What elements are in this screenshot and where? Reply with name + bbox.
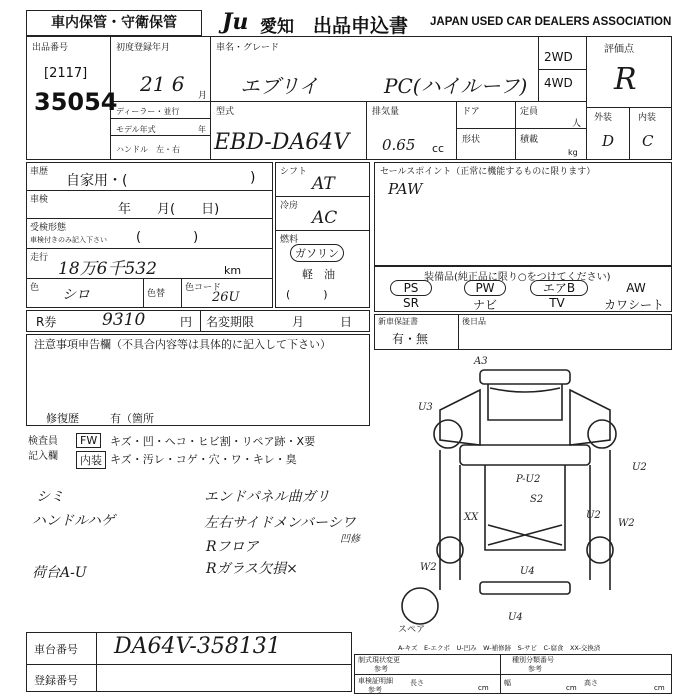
inspector-fw-items: キズ・凹・ヘコ・ヒビ割・リペア跡・X要 [110, 435, 316, 448]
drive-2wd: 2WD [544, 50, 573, 64]
inspection-label: 車検 [30, 195, 49, 205]
history-label: 車歴 [30, 167, 49, 177]
sales-point-box [374, 162, 672, 266]
fuel-diesel: 軽 油 [302, 268, 335, 281]
grade-label: 評価点 [604, 44, 634, 55]
door-label: ドア [462, 107, 480, 117]
mark-w2-right: W2 [618, 518, 635, 529]
year-unit: 年 [198, 125, 206, 134]
model-label: 型式 [216, 107, 235, 117]
chassis-value: DA64V-358131 [114, 634, 281, 659]
storage-stamp: 車内保管・守衛保管 [26, 10, 202, 36]
lot-sub-number: [2117] [44, 66, 88, 81]
note-handle-wear: ハンドルハゲ [32, 513, 116, 529]
displacement-label: 排気量 [372, 107, 400, 117]
notes-label: 注意事項申告欄（不具合内容等は具体的に記入して下さい） [34, 338, 331, 351]
equip-ps: PS [390, 280, 432, 296]
handle-label: ハンドル 左・右 [116, 145, 180, 154]
length-unit: cm [478, 684, 489, 692]
equip-pw: PW [464, 280, 506, 296]
equip-airbag: エアB [530, 280, 588, 296]
month-unit: 月 [198, 91, 208, 101]
equip-leather: カワシート [603, 298, 664, 312]
spare-label: スペア [398, 625, 426, 635]
displacement-unit: cc [432, 142, 445, 155]
inspector-int: 内装 [76, 451, 106, 469]
history-value: 自家用・( [66, 173, 128, 189]
damage-legend: A-キズ E-エクボ U-凹み W-補修跡 S-サビ C-腐食 XX-交換済 [398, 644, 601, 652]
length-label: 長さ [410, 679, 424, 687]
equipment-label: 装備品(純正品に限り○をつけてください) [424, 272, 611, 283]
car-name-label: 車名・グレード [216, 43, 280, 53]
color-value: シロ [62, 287, 90, 303]
ref-left: 参考 [374, 665, 388, 673]
mark-w2-left: W2 [420, 562, 437, 573]
mark-u4-bottom: U4 [508, 612, 523, 623]
note-rear-glass: Rガラス欠損× [206, 561, 298, 577]
equip-navi: ナビ [472, 298, 497, 312]
mark-a3: A3 [474, 356, 488, 367]
recycle-value: 9310 [102, 310, 146, 330]
logo-region: 愛知 [260, 17, 294, 37]
interior-label: 内装 [638, 113, 657, 123]
recycle-unit: 円 [180, 315, 193, 329]
grade-value: PC(ハイルーフ) [384, 74, 528, 98]
width-label: 幅 [504, 679, 511, 687]
mark-s2: S2 [530, 494, 544, 505]
fuel-label: 燃料 [280, 235, 299, 245]
note-bed: 荷台A-U [32, 565, 87, 581]
color-code-label: 色コード [185, 283, 222, 293]
logo: Ju [222, 9, 249, 35]
displacement-value: 0.65 [382, 136, 416, 154]
mileage-value: 18万6千532 [58, 259, 157, 279]
mileage-unit: km [224, 264, 242, 277]
mark-u2-rear: U2 [632, 462, 647, 473]
association-name: JAPAN USED CAR DEALERS ASSOCIATION [430, 16, 672, 28]
mark-pu2: P-U2 [516, 474, 541, 485]
mark-u2-right: U2 [586, 510, 601, 521]
load-label: 積載 [520, 135, 539, 145]
note-end-panel: エンドパネル曲ガリ [204, 489, 330, 505]
height-label: 高さ [584, 679, 598, 687]
capacity-label: 定員 [520, 107, 539, 117]
form-title: 出品申込書 [313, 15, 409, 37]
dealer-label: ディーラー・並行 [116, 107, 180, 116]
height-unit: cm [654, 684, 665, 692]
exterior-label: 外装 [594, 113, 613, 123]
cert-label: 車検証明細 [358, 677, 393, 685]
load-unit: kg [568, 148, 578, 157]
fuel-other: ( ) [286, 288, 328, 301]
note-dent-repair: 凹修 [340, 534, 360, 545]
later-date-label: 後日品 [462, 317, 486, 326]
sales-point-value: PAW [388, 180, 423, 198]
note-rear-floor: Rフロア [206, 539, 259, 555]
shape-label: 形状 [462, 135, 481, 145]
class-label: 種別分類番号 [512, 656, 554, 664]
color-code-value: 26U [212, 290, 240, 305]
reg-change-label: 制式現状変更 [358, 656, 400, 664]
ref-right: 参考 [528, 665, 542, 673]
equip-aw: AW [626, 281, 646, 295]
inspection-date: 年 月( 日) [118, 202, 220, 217]
reception-paren: ( ) [136, 230, 199, 245]
chassis-label: 車台番号 [34, 643, 78, 656]
mileage-label: 走行 [30, 253, 49, 263]
repair-value: 有（箇所 [110, 412, 154, 425]
inspector-int-items: キズ・汚レ・コゲ・穴・ワ・キレ・臭 [110, 453, 297, 466]
model-year-label: モデル年式 [116, 125, 156, 134]
first-reg-label: 初度登録年月 [116, 43, 171, 53]
width-unit: cm [566, 684, 577, 692]
model-value: EBD-DA64V [214, 130, 350, 155]
history-close: ) [250, 170, 256, 186]
reception-note: 車検付きのみ記入下さい [30, 236, 107, 244]
mark-u3: U3 [418, 402, 433, 413]
warranty-label: 新車保証書 [378, 317, 418, 326]
lot-label: 出品番号 [32, 43, 69, 53]
exterior-grade: D [602, 132, 615, 150]
name-change-date: 月 日 [292, 315, 353, 329]
equip-sr: SR [403, 296, 419, 310]
grade-value: R [614, 62, 637, 97]
reception-label: 受検形態 [30, 223, 67, 233]
recycle-label: R券 [36, 315, 57, 329]
first-reg-value: 21 6 [140, 72, 185, 96]
vehicle-diagram [380, 350, 672, 640]
sales-point-label: セールスポイント（正常に機能するものに限ります） [380, 167, 596, 177]
mark-xx: XX [464, 512, 479, 523]
aircon-label: 冷房 [280, 201, 299, 211]
note-stain: シミ [36, 489, 64, 505]
interior-grade: C [642, 132, 654, 150]
shift-label: シフト [280, 167, 308, 177]
fuel-gasoline: ガソリン [290, 244, 344, 262]
note-side-member: 左右サイドメンバーシワ [204, 515, 356, 531]
equip-tv: TV [549, 296, 565, 310]
mark-u4-bed: U4 [520, 566, 535, 577]
shift-value: AT [312, 174, 335, 194]
registration-label: 登録番号 [34, 674, 78, 687]
color-label: 色 [30, 283, 40, 293]
lot-number: 35054 [34, 88, 118, 116]
inspector-fw: FW [76, 433, 101, 448]
repaint-label: 色替 [147, 289, 166, 299]
capacity-unit: 人 [572, 119, 582, 129]
drive-4wd: 4WD [544, 76, 573, 90]
inspector-label: 検査員記入欄 [28, 436, 58, 462]
repair-label: 修復歴 [46, 412, 79, 425]
aircon-value: AC [312, 208, 338, 228]
warranty-options: 有・無 [392, 332, 429, 346]
ref-left2: 参考 [368, 686, 382, 694]
name-change-label: 名変期限 [206, 315, 255, 329]
car-name-value: エブリイ [240, 74, 319, 98]
